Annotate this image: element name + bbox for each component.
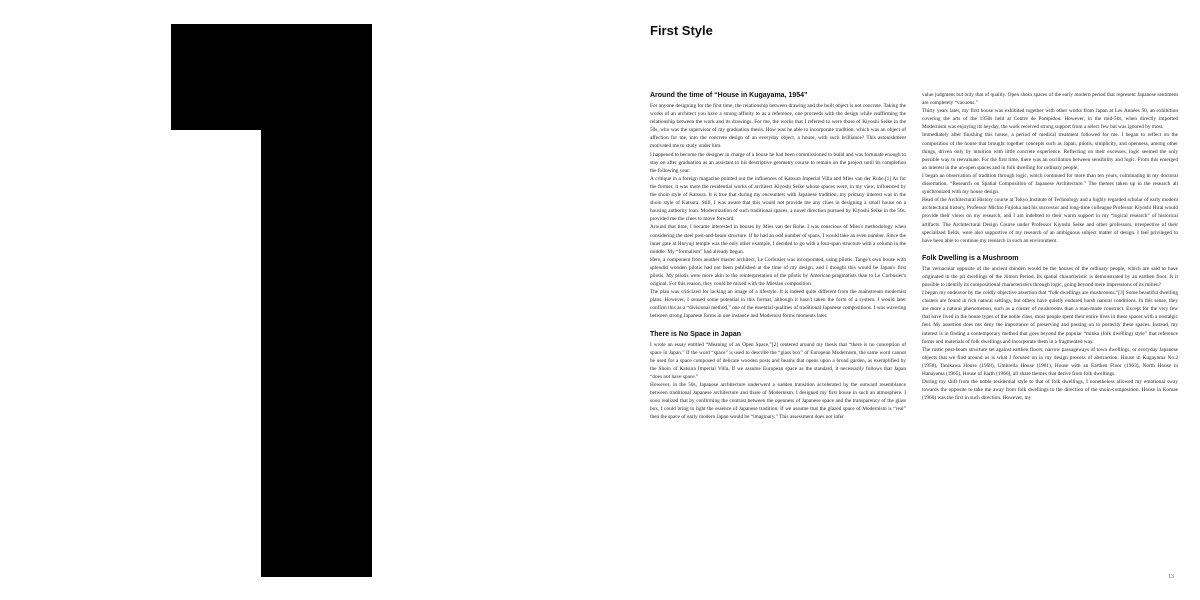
paragraph: Here, a component from another master architect, Le Corbusier was incorporated, using pilotis. Tange's own house with splendid wooden pilotis had not been published at the time of my design, and I thought this would be Japan's first pilotis. My pilotis were more akin to the reinterpretation of the pilotis by American pragmatists than to Le Corbusier's original. For this reason, they could be mixed with the Miesian composition. xyxy=(650,256,906,288)
paragraph: During my shift from the noble residential style to that of folk dwellings, I nonetheless allowed my emotional sway towards the opposite to take me away from folk dwellings to the direction of the shoin-composition. House in Komae (1960) was the first in such direction. However, my xyxy=(922,379,1178,402)
paragraph: The vernacular opposite of the ancient shinden would be the houses of the ordinary people, which are said to have originated in the pit dwellings of the Jōmon Period. Its spatial characteristic is demonstrated by an earthen floor. Is it possible to identify its compositional characteristics through logic, going beyond mere impressions of its milieu? xyxy=(922,265,1178,288)
page-number: 13 xyxy=(1168,574,1174,580)
paragraph: Head of the Architectural History course at Tokyo Institute of Technology and a highly regarded scholar of early modern architectural history, Professor Michio Fujioka and his successor and long-time colleague Professor Kiyoshi Hirai would provide their views on my research, and I am indebted to their warm support in my “logical research” of historical artifacts. The Architectural Design Course under Professor Kiyoshi Seike and other professors, irrespective of their specialized fields, were also supportive of my research of an ambiguous subject matter of design. I feel privileged to have been able to continue my research in such an environment. xyxy=(922,197,1178,244)
paragraph: I began my endeavor by the coldly objective assertion that “folk dwellings are mushrooms.”[3] Some beautiful dwelling clusters are found in rich natural settings, but others have quietly endured harsh natural conditions. In this sense, they are more a natural phenomenon, such as a cluster of mushrooms than a man-made construct. Except for the very few that have lived in the house types of the noble class, most people spent their entire lives in these spaces with a nostalgic feel. My assertion does not deny the importance of preserving and passing on to posterity these spaces. Instead, my interest is in finding a contemporary method that goes beyond the popular “minka (folk dwelling) style” that reference forms and materials of folk dwellings and incorporate them in a fragmented way. xyxy=(922,290,1178,345)
section-heading-folk-dwelling: Folk Dwelling is a Mushroom xyxy=(922,254,1019,262)
paragraph: Immediately after finishing this house, a period of medical treatment followed for me. I began to reflect on the composition of the house that brought together concepts such as Japan, pilotis, simplicity, and openness, among other things, driven only by intuition with little concrete experience. Reflecting on their excesses, logic seemed the only possible way to reevaluate. For the first time, there was an oscillation between sensibility and logic. From this emerged an interest in the un-open spaces and in folk dwelling for ordinary people. xyxy=(922,132,1178,171)
page-title: First Style xyxy=(650,23,713,38)
right-column xyxy=(922,91,1178,402)
paragraph: I happened to become the designer in charge of a house he had been commissioned to build and was fortunate enough to stay on after graduation as an assistant to his descriptive geometry course to remain on the project until its completion the following year. xyxy=(650,151,906,174)
paragraph: I wrote an essay entitled “Meaning of an Open Space,”[2] centered around my thesis that “there is no conception of space in Japan.” If the word “space” is used to describe the “glass box” of European Modernism, the same word cannot be used for a space composed of delicate wooden posts and beams that opens upon a broad garden, as exemplified by the Shoin of Katsura Imperial Villa. If we assume European space as the standard, it necessarily follows that Japan “does not have space.” xyxy=(650,341,906,380)
paragraph: value judgment but only that of quality. Open shoin spaces of the early modern period that represent Japanese sentiment are completely “vacuous.” xyxy=(922,92,1178,107)
paragraph: The rustic post-beam structure set against earthen floors, narrow passageways of town dwellings, or everyday Japanese objects that we find around us is what I focused on in my design process of abstraction. House in Kugayama No.2 (1958), Tanikawa House (1958), Umbrella House (1961), House with an Earthen Floor (1963), North House in Hanayama (1965), House of Earth (1966), all share themes that derive from folk dwellings. xyxy=(922,346,1178,377)
numeral-one-shape xyxy=(171,24,372,577)
left-column xyxy=(650,91,906,421)
paragraph: The plan was criticized for lacking an image of a lifestyle. It is indeed quite different from the mainstream modernist plans. However, I sensed some potential in this format, although it hasn't taken the form of a system. I would later confirm this as a “divisional method,” one of the essential qualities of traditional Japanese compositions. I was wavering between strong Japanese forms in one instance and Modernist forms moments later. xyxy=(650,289,906,320)
paragraph: Around that time, I became interested in houses by Mies van der Rohe. I was conscious of Mies's methodology when considering the steel post-and-beam structure. If he had an odd number of spans, I would take an even number. Since the inner gate at Horyuji temple was the only other example, I decided to go with a four-span structure with a column in the middle. My “formalism” had already begun. xyxy=(650,224,906,255)
paragraph: For anyone designing for the first time, the relationship between drawing and the built object is not concrete. Taking the works of an architect you have a strong affinity to as a reference, one proceeds with the design while reaffirming the relationship between the work and its drawings. For me, the works that I referred to were those of Kiyoshi Seike in the 50s, who was the supervisor of my graduation thesis. How was he able to incorporate tradition, which was an object of affection for me, into the concrete design of an everyday object, a house, with such brilliance? This astonishment motivated me to study under him. xyxy=(650,103,906,150)
paragraph: I began an observation of tradition through logic, which continued for more than ten years, culminating in my doctoral dissertation, “Research on Spatial Composition of Japanese Architecture.” The themes taken up in the research all synchronized with my house design. xyxy=(922,172,1178,196)
paragraph: However, in the 50s, Japanese architecture underwent a sudden transition accelerated by the outward resemblance between traditional Japanese architecture and those of Modernism. I designed my first house in such an atmosphere. I soon realized that by confirming the contrast between the openness of Japanese space and the transparency of the glass box, I could bring to light the essence of Japanese tradition. If we assume that the glazed space of Modernism is “real” then the space of early modern Japan would be “imaginary.” This assessment does not infer xyxy=(650,382,906,421)
paragraph: A critique in a foreign magazine pointed out the influences of Katsura Imperial Villa and Mies van der Rohe.[1] As for the former, it was more the residential works of architect Kiyoshi Seike whose spaces were, in my view, influenced by the shoin style of Katsura. It is true that during my encounters with Japanese tradition, my primary interest was in the shoin style of Katsura. Still, I was aware that this would not provide me any clues in designing a small house on a housing authority loan. Modernization of such traditional spaces, a novel direction pursued by Kiyoshi Seike in the 50s, provided me the clues to move forward. xyxy=(650,175,906,223)
paragraph: Thirty years later, my first house was exhibited together with other works from Japan at Les Années 50, an exhibition covering the arts of the 1950s held at Centre de Pompidou. However, in the mid-50s, when directly imported Modernism was enjoying its heyday, the work received strong support from a select few but was ignored by most. xyxy=(922,108,1178,131)
section-heading-kugayama: Around the time of “House in Kugayama, 1954” xyxy=(650,92,808,99)
section-heading-no-space: There is No Space in Japan xyxy=(650,330,742,338)
